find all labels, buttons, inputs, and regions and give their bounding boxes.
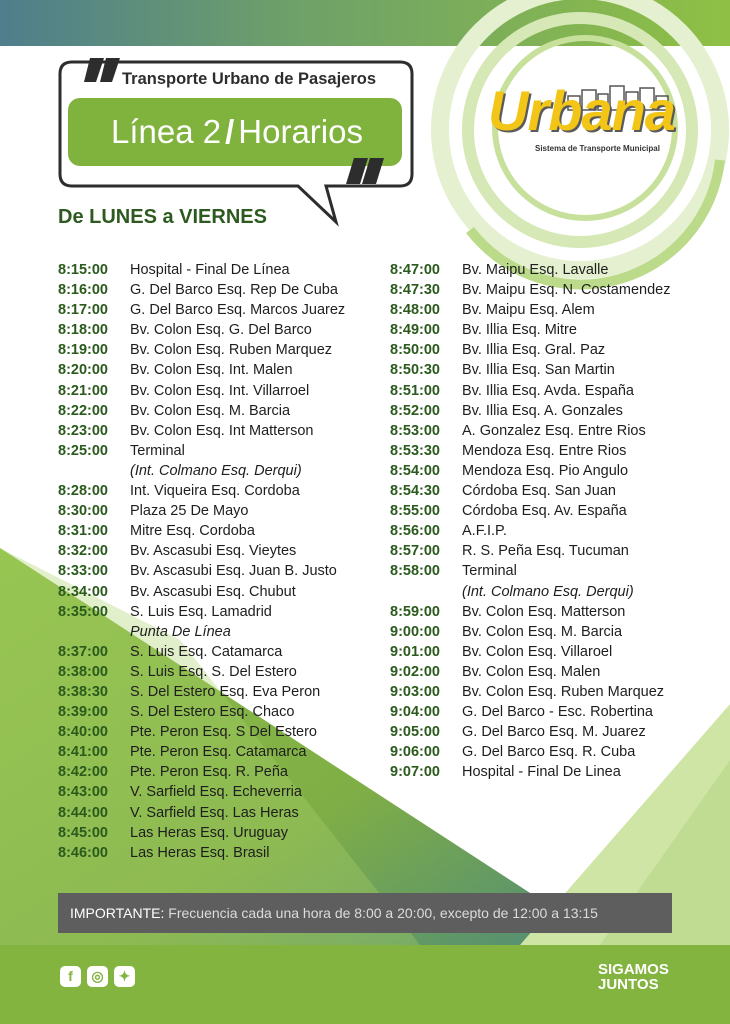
schedule-time: 8:59:00 bbox=[390, 603, 440, 620]
schedule-row bbox=[58, 582, 388, 602]
schedule-time: 8:41:00 bbox=[58, 744, 108, 761]
schedule-time: 8:46:00 bbox=[58, 844, 108, 861]
schedule-stop: Bv. Maipu Esq. N. Costamendez bbox=[462, 282, 671, 299]
schedule-row bbox=[58, 561, 388, 581]
schedule-stop: Bv. Ascasubi Esq. Juan B. Justo bbox=[130, 563, 337, 580]
schedule-time: 8:53:00 bbox=[390, 422, 440, 439]
facebook-icon[interactable]: f bbox=[60, 966, 81, 987]
schedule-time: 8:18:00 bbox=[58, 322, 108, 339]
schedule-stop: Bv. Colon Esq. Int. Malen bbox=[130, 362, 293, 379]
schedule-stop: Mendoza Esq. Pio Angulo bbox=[462, 462, 629, 479]
schedule-time: 8:48:00 bbox=[390, 302, 440, 319]
schedule-time: 8:19:00 bbox=[58, 342, 108, 359]
brand-line-1: SIGAMOS bbox=[598, 961, 669, 978]
schedule-stop: Bv. Illia Esq. San Martin bbox=[462, 362, 615, 379]
schedule-time: 8:16:00 bbox=[58, 282, 108, 299]
schedule-time: 8:45:00 bbox=[58, 824, 108, 841]
schedule-time: 9:05:00 bbox=[390, 724, 440, 741]
schedule-row bbox=[390, 602, 720, 622]
schedule-stop: Int. Viqueira Esq. Cordoba bbox=[130, 483, 300, 500]
schedule-note bbox=[58, 622, 388, 642]
schedule-time: 8:47:30 bbox=[390, 282, 440, 299]
schedule-time: 8:22:00 bbox=[58, 402, 108, 419]
schedule-time: 9:01:00 bbox=[390, 643, 440, 660]
notice-label: IMPORTANTE: bbox=[70, 905, 165, 921]
schedule-stop: Córdoba Esq. Av. España bbox=[462, 503, 627, 520]
schedule-time: 8:34:00 bbox=[58, 583, 108, 600]
schedule-row bbox=[390, 682, 720, 702]
schedule-stop: V. Sarfield Esq. Echeverria bbox=[130, 784, 302, 801]
schedule-stop: Bv. Illia Esq. A. Gonzales bbox=[462, 402, 623, 419]
schedule-time: 8:38:30 bbox=[58, 683, 108, 700]
schedule-time: 8:53:30 bbox=[390, 442, 440, 459]
schedule-row bbox=[58, 642, 388, 662]
schedule-time: 8:56:00 bbox=[390, 523, 440, 540]
schedule-row bbox=[390, 381, 720, 401]
schedule-row bbox=[390, 501, 720, 521]
schedule-row bbox=[58, 320, 388, 340]
schedule-stop: G. Del Barco Esq. Rep De Cuba bbox=[130, 282, 338, 299]
schedule-stop: S. Del Estero Esq. Chaco bbox=[130, 704, 295, 721]
social-icons bbox=[60, 966, 135, 987]
schedule-stop: Hospital - Final De Línea bbox=[130, 262, 290, 278]
schedule-stop: Bv. Ascasubi Esq. Chubut bbox=[130, 583, 296, 600]
schedule-row bbox=[58, 280, 388, 300]
notice-text: Frecuencia cada una hora de 8:00 a 20:00, excepto de 12:00 a 13:15 bbox=[168, 905, 598, 921]
schedule-row bbox=[390, 401, 720, 421]
schedule-time: 8:40:00 bbox=[58, 724, 108, 741]
schedule-stop: Terminal bbox=[130, 442, 185, 459]
schedule-column-right bbox=[390, 260, 720, 782]
schedule-note bbox=[58, 461, 388, 481]
schedule-row bbox=[390, 561, 720, 581]
instagram-icon[interactable]: ◎ bbox=[87, 966, 108, 987]
schedule-stop: Bv. Maipu Esq. Alem bbox=[462, 302, 595, 319]
schedule-time: 8:17:00 bbox=[58, 302, 108, 319]
schedule-stop: Bv. Maipu Esq. Lavalle bbox=[462, 262, 609, 278]
schedule-stop: S. Del Estero Esq. Eva Peron bbox=[130, 683, 321, 700]
schedule-row bbox=[390, 742, 720, 762]
schedule-row bbox=[58, 481, 388, 501]
schedule-stop: Bv. Illia Esq. Gral. Paz bbox=[462, 342, 606, 359]
schedule-row bbox=[390, 280, 720, 300]
schedule-stop: Bv. Colon Esq. M. Barcia bbox=[130, 402, 291, 419]
schedule-stop: Bv. Illia Esq. Mitre bbox=[462, 322, 577, 339]
schedule-row bbox=[58, 541, 388, 561]
schedule-row bbox=[58, 441, 388, 461]
page-title bbox=[74, 103, 400, 161]
schedule-stop: Pte. Peron Esq. S Del Estero bbox=[130, 724, 317, 741]
schedule-stop: (Int. Colmano Esq. Derqui) bbox=[130, 462, 302, 479]
schedule-stop: Mendoza Esq. Entre Rios bbox=[462, 442, 627, 459]
schedule-time: 8:25:00 bbox=[58, 442, 108, 459]
schedule-time: 8:21:00 bbox=[58, 382, 108, 399]
schedule-time: 8:35:00 bbox=[58, 603, 108, 620]
schedule-row bbox=[58, 762, 388, 782]
schedule-stop: A. Gonzalez Esq. Entre Rios bbox=[462, 422, 646, 439]
schedule-stop: S. Luis Esq. Lamadrid bbox=[130, 603, 272, 620]
schedule-row bbox=[58, 823, 388, 843]
schedule-stop: Pte. Peron Esq. Catamarca bbox=[130, 744, 307, 761]
schedule-stop: Terminal bbox=[462, 563, 517, 580]
schedule-time: 8:42:00 bbox=[58, 764, 108, 781]
schedule-stop: R. S. Peña Esq. Tucuman bbox=[462, 543, 629, 560]
schedule-row bbox=[390, 521, 720, 541]
schedule-row bbox=[58, 360, 388, 380]
title-separator: / bbox=[225, 113, 235, 150]
schedule-row bbox=[58, 682, 388, 702]
schedule-stop: Bv. Colon Esq. G. Del Barco bbox=[130, 322, 312, 339]
schedule-stop: (Int. Colmano Esq. Derqui) bbox=[462, 583, 634, 600]
schedule-time: 8:51:00 bbox=[390, 382, 440, 399]
schedule-time: 8:30:00 bbox=[58, 503, 108, 520]
schedule-time: 8:31:00 bbox=[58, 523, 108, 540]
schedule-stop: Pte. Peron Esq. R. Peña bbox=[130, 764, 288, 781]
schedule-row bbox=[390, 622, 720, 642]
schedule-stop: V. Sarfield Esq. Las Heras bbox=[130, 804, 299, 821]
title-line: Línea 2 bbox=[111, 113, 222, 150]
urbana-logo: Urbana bbox=[488, 79, 675, 142]
schedule-stop: Bv. Colon Esq. M. Barcia bbox=[462, 623, 623, 640]
schedule-stop: Mitre Esq. Cordoba bbox=[130, 523, 255, 540]
schedule-time: 8:57:00 bbox=[390, 543, 440, 560]
schedule-row bbox=[390, 662, 720, 682]
schedule-time: 8:33:00 bbox=[58, 563, 108, 580]
schedule-stop: Bv. Colon Esq. Villaroel bbox=[462, 643, 613, 660]
schedule-time: 8:54:30 bbox=[390, 483, 440, 500]
schedule-row bbox=[58, 742, 388, 762]
schedule-time: 8:39:00 bbox=[58, 704, 108, 721]
schedule-row bbox=[58, 702, 388, 722]
schedule-time: 8:38:00 bbox=[58, 663, 108, 680]
schedule-time: 9:07:00 bbox=[390, 764, 440, 781]
schedule-time: 8:50:00 bbox=[390, 342, 440, 359]
schedule-row bbox=[390, 762, 720, 782]
schedule-time: 8:44:00 bbox=[58, 804, 108, 821]
schedule-time: 8:52:00 bbox=[390, 402, 440, 419]
schedule-stop: Bv. Colon Esq. Ruben Marquez bbox=[130, 342, 333, 359]
schedule-row bbox=[390, 320, 720, 340]
schedule-row bbox=[58, 300, 388, 320]
schedule-stop: Las Heras Esq. Brasil bbox=[130, 844, 270, 861]
schedule-time: 8:37:00 bbox=[58, 643, 108, 660]
schedule-time: 8:28:00 bbox=[58, 483, 108, 500]
schedule-stop: A.F.I.P. bbox=[462, 523, 507, 540]
schedule-row bbox=[58, 722, 388, 742]
schedule-time: 8:54:00 bbox=[390, 462, 440, 479]
schedule-stop: Hospital - Final De Linea bbox=[462, 764, 621, 781]
schedule-row bbox=[390, 481, 720, 501]
schedule-time: 9:02:00 bbox=[390, 663, 440, 680]
schedule-column-left bbox=[58, 260, 388, 863]
schedule-row bbox=[58, 421, 388, 441]
schedule-time: 8:23:00 bbox=[58, 422, 108, 439]
schedule-stop: Plaza 25 De Mayo bbox=[130, 503, 249, 520]
schedule-stop: S. Luis Esq. S. Del Estero bbox=[130, 663, 297, 680]
schedule-row bbox=[390, 421, 720, 441]
schedule-stop: Bv. Colon Esq. Int. Villarroel bbox=[130, 382, 310, 399]
schedule-time: 9:00:00 bbox=[390, 623, 440, 640]
schedule-time: 9:04:00 bbox=[390, 704, 440, 721]
schedule-time: 9:03:00 bbox=[390, 683, 440, 700]
schedule-stop: Bv. Colon Esq. Matterson bbox=[462, 603, 626, 620]
schedule-row bbox=[390, 340, 720, 360]
schedule-row bbox=[58, 260, 388, 280]
schedule-row bbox=[58, 602, 388, 622]
schedule-stop: Bv. Colon Esq. Int Matterson bbox=[130, 422, 314, 439]
logo-tagline: Sistema de Transporte Municipal bbox=[535, 144, 660, 153]
schedule-row bbox=[58, 803, 388, 823]
schedule-row bbox=[390, 260, 720, 280]
schedule-stop: Bv. Colon Esq. Malen bbox=[462, 663, 601, 680]
schedule-row bbox=[58, 662, 388, 682]
sigamos-juntos-logo bbox=[598, 962, 678, 992]
schedule-row bbox=[390, 441, 720, 461]
schedule-time: 8:43:00 bbox=[58, 784, 108, 801]
schedule-row bbox=[390, 461, 720, 481]
schedule-stop: G. Del Barco Esq. M. Juarez bbox=[462, 724, 646, 741]
schedule-time: 8:15:00 bbox=[58, 262, 108, 278]
schedule-row bbox=[390, 702, 720, 722]
schedule-row bbox=[390, 360, 720, 380]
twitter-icon[interactable]: ✦ bbox=[114, 966, 135, 987]
schedule-row bbox=[390, 300, 720, 320]
schedule-stop: Córdoba Esq. San Juan bbox=[462, 483, 616, 500]
page-subtitle: Transporte Urbano de Pasajeros bbox=[122, 70, 377, 88]
schedule-stop: Las Heras Esq. Uruguay bbox=[130, 824, 288, 841]
schedule-row bbox=[58, 340, 388, 360]
title-word: Horarios bbox=[238, 113, 363, 150]
schedule-stop: G. Del Barco - Esc. Robertina bbox=[462, 704, 653, 721]
schedule-time: 8:49:00 bbox=[390, 322, 440, 339]
brand-line-2: JUNTOS bbox=[598, 976, 659, 993]
schedule-time: 8:20:00 bbox=[58, 362, 108, 379]
schedule-stop: Punta De Línea bbox=[130, 623, 231, 640]
schedule-row bbox=[58, 381, 388, 401]
schedule-time: 8:58:00 bbox=[390, 563, 440, 580]
schedule-stop: Bv. Illia Esq. Avda. España bbox=[462, 382, 634, 399]
schedule-time: 8:50:30 bbox=[390, 362, 440, 379]
schedule-row bbox=[390, 642, 720, 662]
schedule-time: 8:32:00 bbox=[58, 543, 108, 560]
schedule-row bbox=[58, 782, 388, 802]
schedule-stop: Bv. Colon Esq. Ruben Marquez bbox=[462, 683, 665, 700]
day-range-heading: De LUNES a VIERNES bbox=[58, 206, 267, 228]
schedule-row bbox=[390, 722, 720, 742]
schedule-stop: G. Del Barco Esq. R. Cuba bbox=[462, 744, 636, 761]
schedule-row bbox=[390, 541, 720, 561]
schedule-row bbox=[58, 843, 388, 863]
schedule-stop: Bv. Ascasubi Esq. Vieytes bbox=[130, 543, 297, 560]
schedule-time: 8:55:00 bbox=[390, 503, 440, 520]
important-notice bbox=[58, 893, 672, 933]
schedule-time: 9:06:00 bbox=[390, 744, 440, 761]
schedule-row bbox=[58, 501, 388, 521]
schedule-row bbox=[58, 521, 388, 541]
schedule-stop: S. Luis Esq. Catamarca bbox=[130, 643, 283, 660]
schedule-stop: G. Del Barco Esq. Marcos Juarez bbox=[130, 302, 346, 319]
schedule-time: 8:47:00 bbox=[390, 262, 440, 278]
schedule-note bbox=[390, 582, 720, 602]
schedule-row bbox=[58, 401, 388, 421]
